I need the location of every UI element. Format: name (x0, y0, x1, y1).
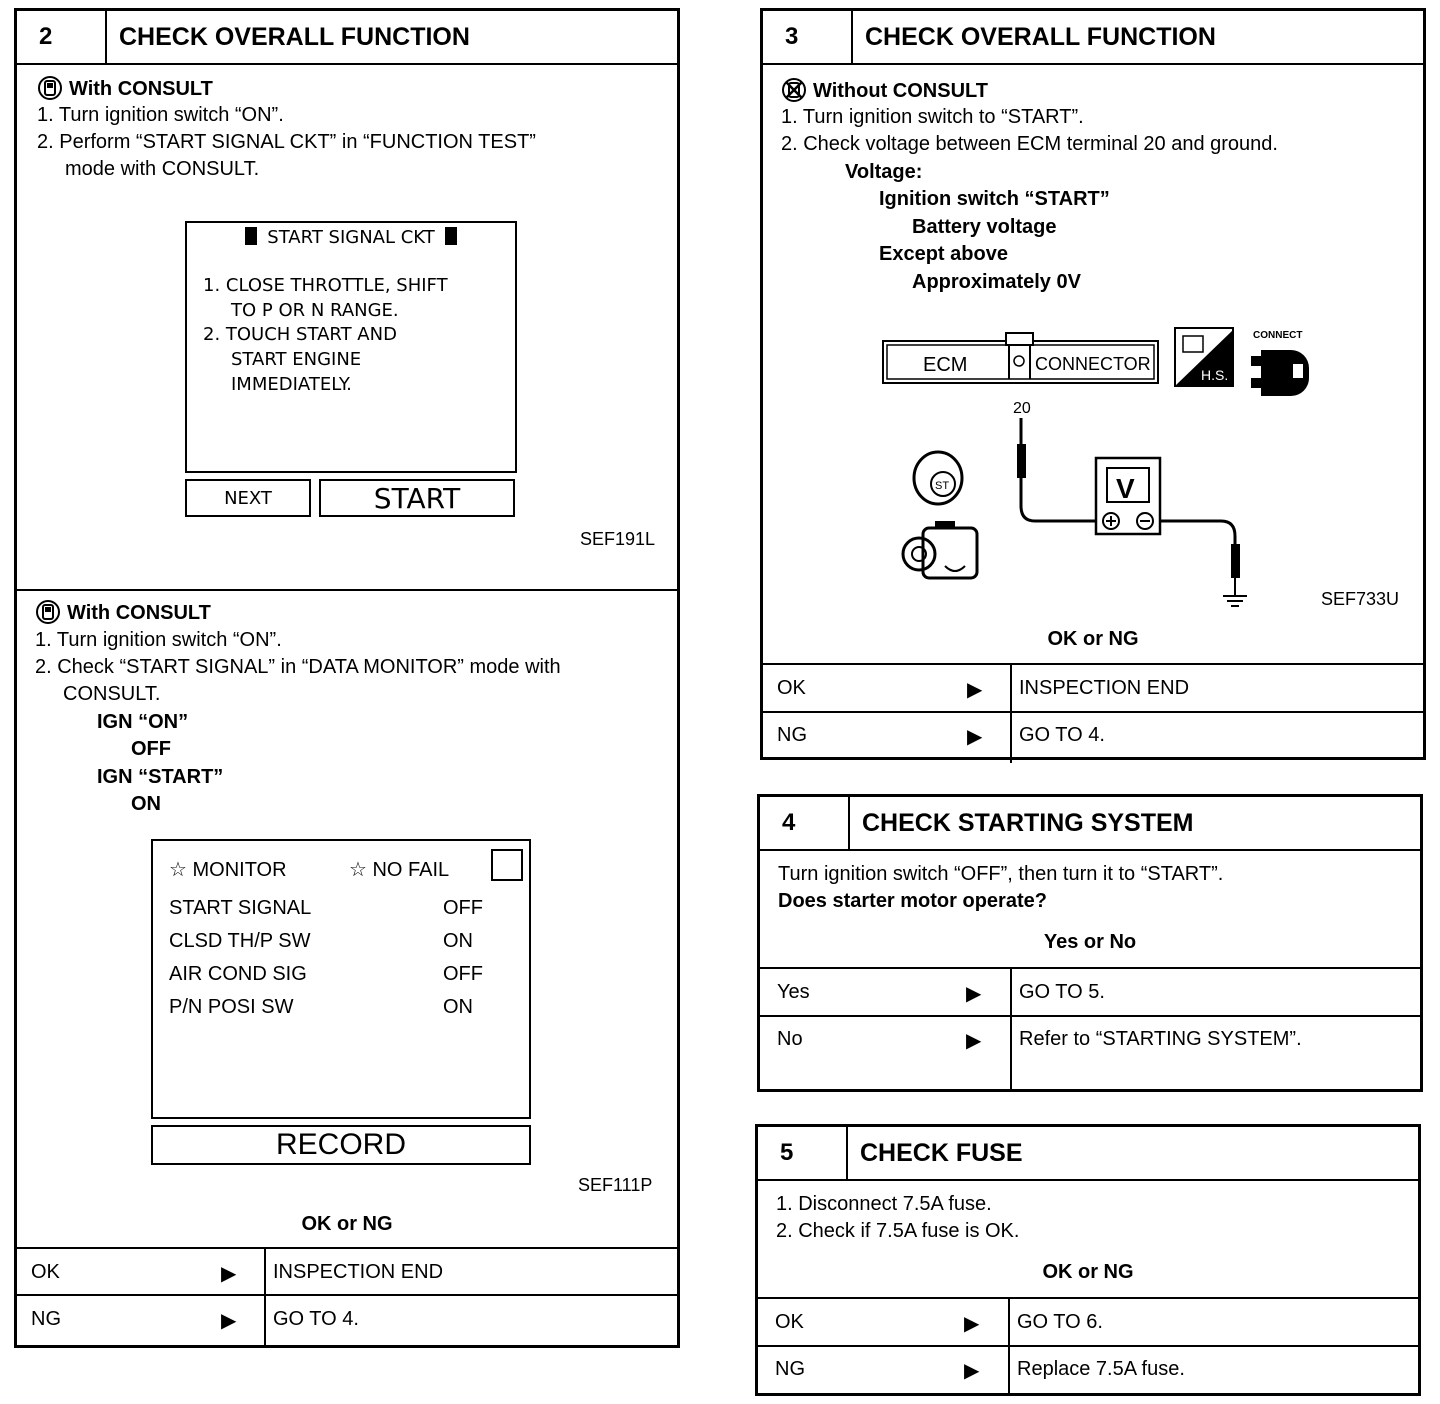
instruction-text: Turn ignition switch “OFF”, then turn it to “START”. (778, 863, 1224, 885)
step-2-text: 2. Check voltage between ECM terminal 20 and ground. (781, 133, 1278, 155)
monitor-item-name: AIR COND SIG (169, 963, 307, 985)
monitor-label: ☆ MONITOR (169, 859, 287, 881)
result-label: OK or NG (301, 1213, 393, 1235)
harness-side-icon (1175, 328, 1233, 386)
ok-label: OK (777, 677, 806, 699)
step-number: 3 (763, 11, 853, 63)
next-button[interactable]: NEXT (185, 479, 311, 517)
step-2-text: 2. Check if 7.5A fuse is OK. (776, 1220, 1020, 1242)
no-label: No (777, 1028, 803, 1050)
no-action: Refer to “STARTING SYSTEM”. (1019, 1028, 1302, 1050)
condition-label: Ignition switch “START” (879, 188, 1110, 210)
figure-ref: SEF733U (1321, 589, 1400, 609)
condition-label: IGN “START” (97, 766, 224, 788)
yes-label: Yes (777, 981, 810, 1003)
hs-label: H.S. (1201, 367, 1229, 383)
data-monitor-screen (151, 839, 531, 1119)
step-title: CHECK OVERALL FUNCTION (119, 22, 470, 51)
consult-icon (35, 599, 61, 625)
ok-label: OK (31, 1261, 60, 1283)
consult-mode-label: With CONSULT (35, 599, 211, 627)
terminal-label: 20 (1013, 400, 1031, 417)
screen-title: START SIGNAL CKT (187, 225, 515, 250)
arrow-icon: ▶ (221, 1310, 237, 1332)
divider (1010, 967, 1012, 1089)
connect-label: CONNECT (1253, 330, 1303, 341)
ok-action: INSPECTION END (273, 1261, 444, 1283)
arrow-icon: ▶ (967, 679, 983, 701)
ok-action: GO TO 6. (1017, 1311, 1103, 1333)
ignition-key-icon (914, 452, 962, 504)
voltmeter-label: V (1116, 473, 1135, 504)
step-title: CHECK OVERALL FUNCTION (865, 22, 1216, 51)
divider (17, 1247, 677, 1249)
screen-line: START ENGINE (231, 349, 362, 370)
ng-label: NG (775, 1358, 805, 1380)
step-1-text: 1. Disconnect 7.5A fuse. (776, 1193, 992, 1215)
step-title: CHECK FUSE (860, 1138, 1023, 1167)
step-1-text: 1. Turn ignition switch “ON”. (35, 629, 282, 651)
consult-mode-label: With CONSULT (37, 75, 213, 103)
result-label: Yes or No (1043, 931, 1137, 953)
ng-action: GO TO 4. (273, 1308, 359, 1330)
no-fail-label: ☆ NO FAIL (349, 859, 450, 881)
screen-line: 2. TOUCH START AND (203, 324, 397, 345)
condition-label: Except above (879, 243, 1008, 265)
divider (17, 1294, 677, 1296)
ng-label: NG (777, 724, 807, 746)
ng-label: NG (31, 1308, 61, 1330)
step-2-cont: CONSULT. (63, 683, 161, 705)
without-consult-label: Without CONSULT (781, 77, 988, 105)
divider (760, 1015, 1420, 1017)
step-2-cont: mode with CONSULT. (65, 158, 260, 180)
ok-action: INSPECTION END (1019, 677, 1190, 699)
start-button[interactable]: START (319, 479, 515, 517)
box-4 (757, 794, 1423, 1092)
connector-label: CONNECTOR (1035, 354, 1151, 374)
voltmeter-icon (1096, 458, 1160, 534)
box-5-header (758, 1127, 1418, 1181)
connect-icon (1251, 330, 1309, 396)
condition-value: Approximately 0V (912, 271, 1081, 293)
monitor-item-name: P/N POSI SW (169, 996, 294, 1018)
arrow-icon: ▶ (967, 726, 983, 748)
yes-action: GO TO 5. (1019, 981, 1105, 1003)
box-3 (760, 8, 1426, 760)
step-1-text: 1. Turn ignition switch to “START”. (781, 106, 1084, 128)
divider (760, 967, 1420, 969)
figure-ref: SEF191L (580, 529, 656, 549)
monitor-item-value: ON (443, 930, 473, 952)
ecm-label: ECM (923, 354, 968, 376)
step-2-text: 2. Check “START SIGNAL” in “DATA MONITOR” mode with (35, 656, 561, 678)
condition-value: ON (131, 793, 161, 815)
no-consult-icon (781, 77, 807, 103)
arrow-icon: ▶ (964, 1313, 980, 1335)
ecm-connector (883, 333, 1158, 383)
result-label: OK or NG (1047, 628, 1139, 650)
st-label: ST (935, 480, 950, 492)
step-title: CHECK STARTING SYSTEM (862, 808, 1194, 837)
box-4-header (760, 797, 1420, 851)
monitor-item-value: ON (443, 996, 473, 1018)
box-2-header (17, 11, 677, 65)
divider (1010, 663, 1012, 763)
divider (758, 1345, 1418, 1347)
step-2-text: 2. Perform “START SIGNAL CKT” in “FUNCTION TEST” (37, 131, 536, 153)
step-number: 5 (758, 1127, 848, 1179)
monitor-item-value: OFF (443, 963, 483, 985)
step-number: 4 (760, 797, 850, 849)
arrow-icon: ▶ (964, 1360, 980, 1382)
screen-line: TO P OR N RANGE. (231, 300, 399, 321)
box-5 (755, 1124, 1421, 1396)
step-1-text: 1. Turn ignition switch “ON”. (37, 104, 284, 126)
divider (758, 1297, 1418, 1299)
divider (763, 711, 1423, 713)
question-text: Does starter motor operate? (778, 890, 1047, 912)
condition-value: OFF (131, 738, 171, 760)
arrow-icon: ▶ (221, 1263, 237, 1285)
record-button[interactable]: RECORD (151, 1125, 531, 1165)
screen-line: 1. CLOSE THROTTLE, SHIFT (203, 275, 448, 296)
ok-label: OK (775, 1311, 804, 1333)
divider (17, 589, 677, 591)
monitor-item-name: START SIGNAL (169, 897, 312, 919)
box-2 (14, 8, 680, 1348)
divider (264, 1247, 266, 1347)
divider (1008, 1297, 1010, 1393)
arrow-icon: ▶ (966, 1030, 982, 1052)
result-label: OK or NG (1042, 1261, 1134, 1283)
ng-action: GO TO 4. (1019, 724, 1105, 746)
voltage-label: Voltage: (845, 161, 923, 183)
function-test-screen (185, 221, 517, 473)
arrow-icon: ▶ (966, 983, 982, 1005)
engine-icon (903, 521, 977, 578)
monitor-item-value: OFF (443, 897, 483, 919)
ng-action: Replace 7.5A fuse. (1017, 1358, 1185, 1380)
checkbox[interactable] (491, 849, 523, 881)
step-number: 2 (17, 11, 107, 63)
voltage-check-diagram (873, 316, 1333, 616)
consult-icon (37, 75, 63, 101)
monitor-item-name: CLSD TH/P SW (169, 930, 311, 952)
box-3-header (763, 11, 1423, 65)
screen-line: IMMEDIATELY. (231, 374, 352, 395)
condition-value: Battery voltage (912, 216, 1057, 238)
condition-label: IGN “ON” (97, 711, 189, 733)
divider (763, 663, 1423, 665)
figure-ref: SEF111P (578, 1175, 653, 1195)
